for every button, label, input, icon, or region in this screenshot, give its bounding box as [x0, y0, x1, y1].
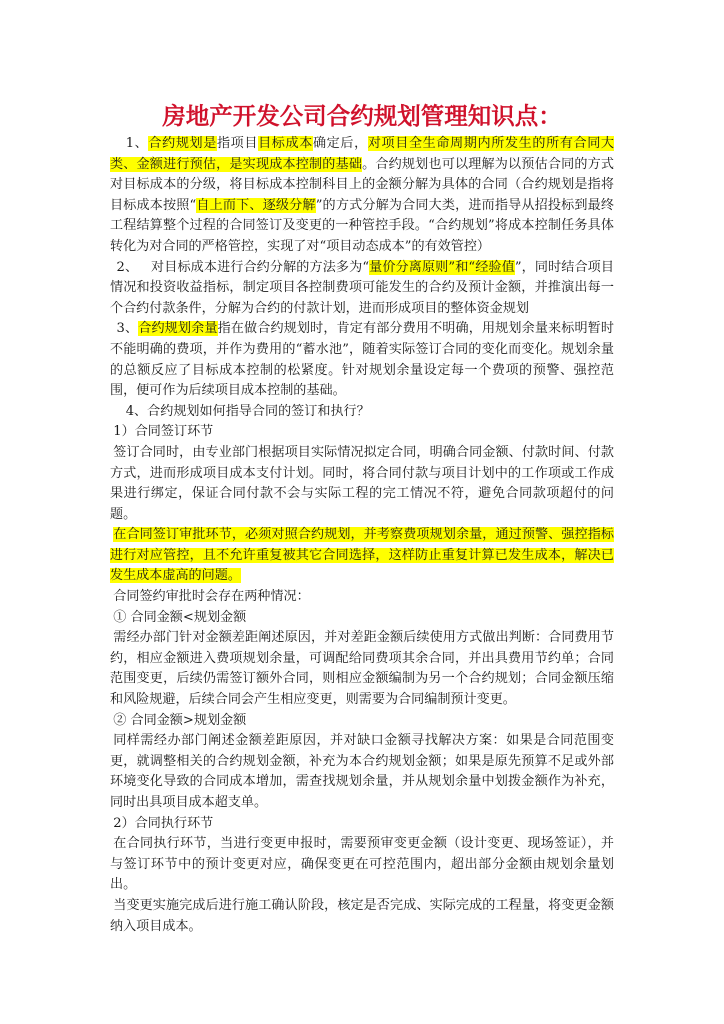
paragraph-4: 4、合约规划如何指导合同的签订和执行？ — [125, 403, 370, 419]
paragraph-2 — [110, 258, 614, 320]
p1-text: ”的方式分解为合同大类，进而指导从招投标到最终工程结算整个过程的合同签订及变更的一种管控手段。“合约规划”将成本控制任务具体转化为对合同的严格管控，实现了对“项目动态成本”的有效管控） — [110, 197, 615, 254]
section-1-cases-intro: 合同签约审批时会存在两种情况： — [113, 589, 310, 605]
case-1-text: 需经办部门针对金额差距阐述原因，并对差距金额后续使用方式做出判断：合同费用节约，相应金额进入费项规划余量，可调配给同费项其余合同，并出具费用节约单；合同范围变更，后续仍需签订额外合同，则相应金额编制为另一个合约规划；合同金额压缩和风险规避，后续合同会产生相应变更，则需要为合同编制预计变更。 — [110, 630, 614, 708]
section-1-text: 签订合同时，由专业部门根据项目实际情况拟定合同，明确合同金额、付款时间、付款方式，进而形成项目成本支付计划。同时，将合同付款与项目计划中的工作项或工作成果进行绑定，保证合同付款不会与实际工程的完工情况不符，避免合同款项超付的问题。 — [110, 444, 614, 522]
section-2-heading: 2）合同执行环节 — [113, 815, 214, 831]
case-2-text: 同样需经办部门阐述金额差距原因，并对缺口金额寻找解决方案：如果是合同范围变更，就调整相关的合约规划金额，补充为本合约规划金额；如果是原先预算不足或外部环境变化导致的合同成本增加，需查找规划余量，并从规划余量中划拨金额作为补充，同时出具项目成本超支单。 — [110, 733, 614, 810]
p3-text: 指在做合约规划时，肯定有部分费用不明确，用规划余量来标明暂时不能明确的费项，并作为费用的“蓄水池”，随着实际签订合同的变化而变化。规划余量的总额反应了目标成本控制的松紧度。针对规划余量设定每一个费项的预警、强控范围，便可作为后续项目成本控制的基础。 — [110, 321, 615, 399]
p2-highlight-principle: 量价分离原则 — [369, 259, 449, 275]
document-page — [110, 100, 614, 937]
p1-highlight-term: 合约规划是 — [148, 136, 217, 151]
section-1-heading: 1）合同签订环节 — [113, 424, 214, 440]
p1-number: 1、 — [125, 136, 149, 151]
paragraph-1 — [110, 134, 614, 258]
p2-text: 对目标成本进行合约分解的方法多为“ — [151, 259, 370, 275]
p1-text: 确定后， — [312, 136, 368, 151]
page-title: 房地产开发公司合约规划管理知识点： — [162, 102, 562, 130]
p1-text: 。合约规划也可以理解为以预估合同的方式对目标成本的分级，将目标成本控制科目上的金额分解为具体的合同（合约规划是指将目标成本按照“ — [110, 156, 615, 213]
p2-text: ”，同时结合项目情况和投资收益指标，制定项目各控制费项可能发生的合约及预计金额，并推演出每一个合约付款条件，分解为合约的付款计划，进而形成项目的整体资金规划 — [110, 259, 614, 316]
p3-highlight-term: 合约规划余量 — [138, 321, 218, 337]
section-2-text-2: 当变更实施完成后进行施工确认阶段，核定是否完成、实际完成的工程量，将变更金额纳入项目成本。 — [110, 897, 614, 934]
p1-highlight-target-cost: 目标成本 — [258, 136, 313, 151]
case-1-heading: ① 合同金额<规划金额 — [113, 609, 247, 625]
case-2-heading: ② 合同金额>规划金额 — [113, 712, 247, 728]
p2-number: 2、 — [116, 259, 139, 275]
section-2-text-1: 在合同执行环节，当进行变更申报时，需要预审变更金额（设计变更、现场签证），并与签订环节中的预计变更对应，确保变更在可控范围内，超出部分金额由规划余量划出。 — [110, 836, 614, 893]
p1-highlight-definition: 对项目全生命周期内所发生的所有合同大类、金额进行预估，是实现成本控制的基础 — [110, 136, 615, 172]
p2-highlight-experience: 经验值 — [475, 259, 515, 275]
p1-highlight-top-down: 自上而下、逐级分解 — [196, 197, 316, 213]
section-1-highlight-paragraph — [110, 525, 614, 587]
section-1-highlight: 在合同签订审批环节，必须对照合约规划，并考察费项规划余量，通过预警、强控指标进行对应管控，且不允许重复被其它合同选择，这样防止重复计算已发生成本，解决已发生成本虚高的问题。 — [110, 527, 614, 584]
p2-highlight-and: ”和“ — [448, 259, 476, 275]
paragraph-3 — [110, 319, 614, 401]
p1-text: 指项目 — [216, 136, 259, 151]
p3-number: 3、 — [116, 321, 139, 337]
